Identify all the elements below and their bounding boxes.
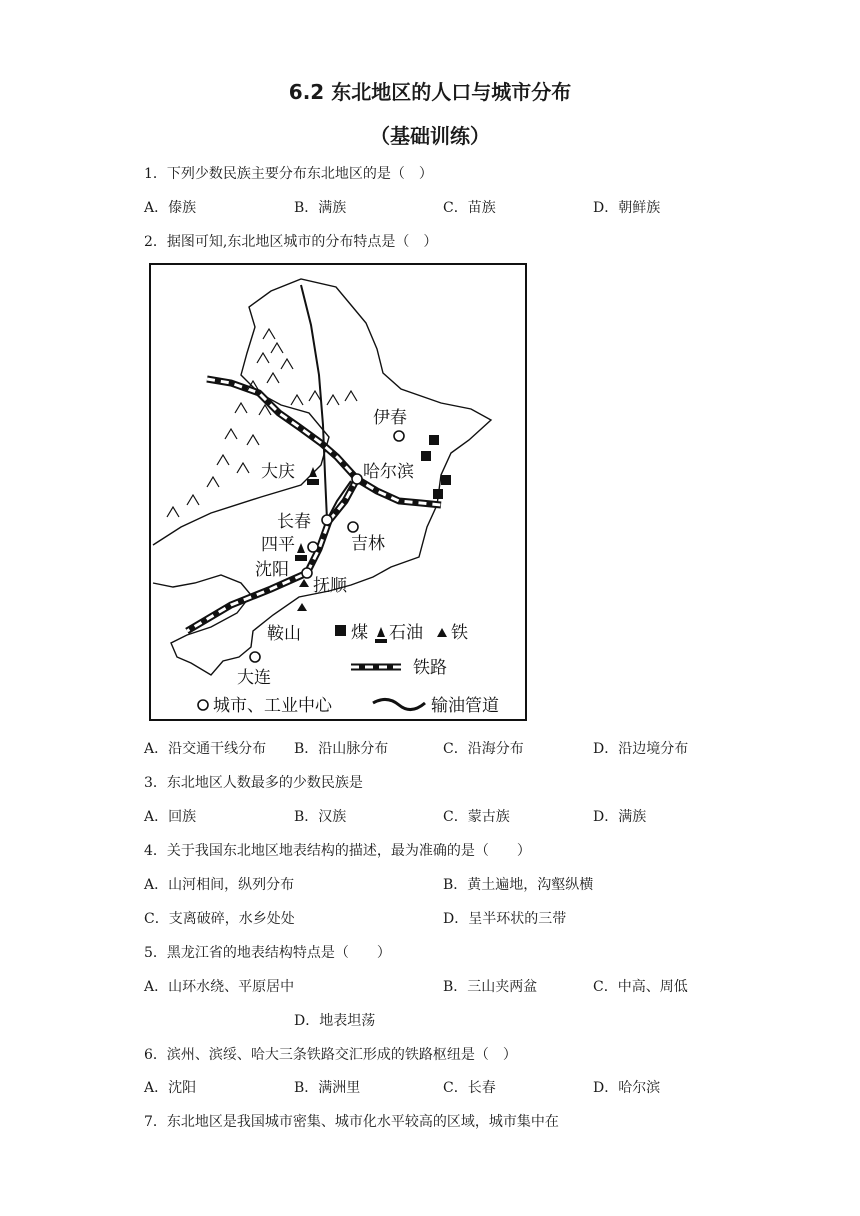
q2-option-c[interactable]: C．沿海分布 [443, 741, 524, 757]
question-2-stem: 2．据图可知,东北地区城市的分布特点是（ ） [144, 234, 438, 250]
label-jilin: 吉林 [351, 534, 385, 554]
question-5-stem: 5．黑龙江省的地表结构特点是（ ） [144, 945, 391, 961]
legend-oil: 石油 [389, 623, 423, 643]
railway-hada [187, 479, 357, 631]
legend-pipeline: 输油管道 [431, 696, 499, 716]
legend-railway: 铁路 [413, 658, 447, 678]
label-shenyang: 沈阳 [255, 560, 289, 580]
q2-option-a[interactable]: A．沿交通干线分布 [144, 741, 267, 757]
label-yichun: 伊春 [373, 408, 407, 428]
q3-option-c[interactable]: C．蒙古族 [443, 809, 510, 825]
region-outline [153, 279, 491, 675]
label-changchun: 长春 [277, 512, 311, 532]
jilin-marker [348, 522, 358, 532]
legend-oil-icon [375, 627, 387, 643]
q5-option-a[interactable]: A．山环水绕、平原居中 [144, 979, 295, 995]
q3-option-d[interactable]: D．满族 [593, 809, 647, 825]
page-title: 6.2 东北地区的人口与城市分布 [288, 80, 572, 104]
railway-hada-inner [187, 479, 357, 631]
q3-option-b[interactable]: B．汉族 [294, 809, 347, 825]
label-anshan: 鞍山 [267, 624, 301, 644]
legend-pipeline-icon [373, 699, 425, 709]
question-6-stem: 6．滨州、滨绥、哈大三条铁路交汇形成的铁路枢纽是（ ） [144, 1047, 517, 1063]
q6-option-d[interactable]: D．哈尔滨 [593, 1080, 661, 1096]
question-3-stem: 3．东北地区人数最多的少数民族是 [144, 775, 363, 791]
q1-option-a[interactable]: A．傣族 [144, 200, 197, 216]
map-svg [151, 265, 525, 719]
coal-markers [421, 435, 451, 499]
label-fushun: 抚顺 [313, 576, 347, 596]
q5-option-c[interactable]: C．中高、周低 [593, 979, 688, 995]
shenyang-marker [302, 568, 312, 578]
dalian-marker [250, 652, 260, 662]
q6-option-b[interactable]: B．满洲里 [294, 1080, 361, 1096]
q5-option-b[interactable]: B．三山夹两盆 [443, 979, 538, 995]
label-daqing: 大庆 [261, 462, 295, 482]
q4-option-d[interactable]: D．呈半环状的三带 [443, 911, 567, 927]
legend-city-icon [198, 700, 208, 710]
legend-city: 城市、工业中心 [213, 696, 332, 716]
harbin-marker [352, 474, 362, 484]
q2-option-b[interactable]: B．沿山脉分布 [294, 741, 389, 757]
question-4-stem: 4．关于我国东北地区地表结构的描述，最为准确的是（ ） [144, 843, 531, 859]
q6-option-a[interactable]: A．沈阳 [144, 1080, 197, 1096]
legend-iron: 铁 [451, 623, 468, 643]
legend-coal-icon [335, 625, 346, 636]
northeast-map [149, 263, 527, 721]
legend-iron-icon [437, 628, 447, 637]
page-subtitle: （基础训练） [370, 124, 490, 148]
question-7-stem: 7．东北地区是我国城市密集、城市化水平较高的区域，城市集中在 [144, 1114, 559, 1130]
q4-option-b[interactable]: B．黄土遍地，沟壑纵横 [443, 877, 594, 893]
changchun-marker [322, 515, 332, 525]
q4-option-a[interactable]: A．山河相间，纵列分布 [144, 877, 295, 893]
label-dalian: 大连 [237, 668, 271, 688]
label-siping: 四平 [261, 535, 295, 555]
q1-option-d[interactable]: D．朝鲜族 [593, 200, 661, 216]
q4-option-c[interactable]: C．支离破碎，水乡处处 [144, 911, 295, 927]
q5-option-d[interactable]: D．地表坦荡 [294, 1013, 376, 1029]
q6-option-c[interactable]: C．长春 [443, 1080, 496, 1096]
yichun-marker [394, 431, 404, 441]
q1-option-c[interactable]: C．苗族 [443, 200, 496, 216]
siping-marker [308, 542, 318, 552]
label-harbin: 哈尔滨 [363, 462, 414, 482]
q2-option-d[interactable]: D．沿边境分布 [593, 741, 689, 757]
q1-option-b[interactable]: B．满族 [294, 200, 347, 216]
mountain-symbols [167, 329, 357, 517]
q3-option-a[interactable]: A．回族 [144, 809, 197, 825]
legend-coal: 煤 [351, 623, 368, 643]
question-1-stem: 1．下列少数民族主要分布东北地区的是（ ） [144, 166, 433, 182]
railway-line [207, 379, 441, 505]
